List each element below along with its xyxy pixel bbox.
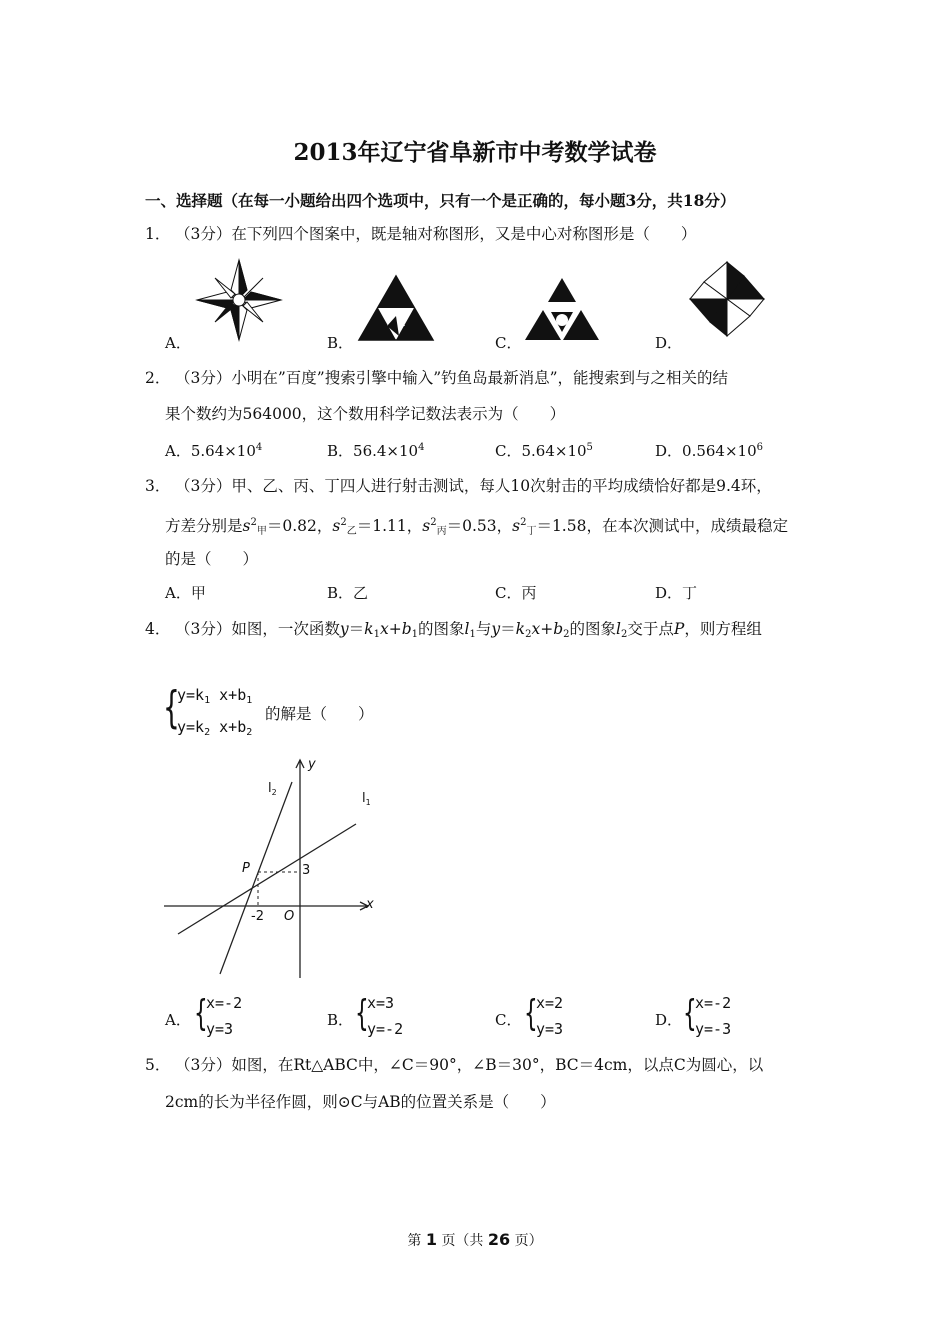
q3-line2: 方差分别是$s^2_甲=0.82$，$s^2_乙=1.11$，$s^2_丙=0.53$，$s^2_丁=1.58$，在本次测试中，成绩最稳定 — [165, 517, 788, 537]
q1-number: 1． — [145, 225, 171, 243]
q2-number: 2． — [145, 369, 171, 387]
q4-option-a: { x=-2 y=3 — [194, 993, 243, 1038]
q2-option-b: B．$56.4\times 10^4$ — [327, 442, 425, 460]
q4-number: 4． — [145, 620, 171, 638]
q5-line1: （3分）如图，在Rt△ABC中，∠C＝90°，∠B＝30°，BC＝4cm，以点C为圆心，以 — [175, 1056, 764, 1074]
q4-option-c: { x=2 y=3 — [524, 993, 564, 1038]
page-total: 26 — [487, 1230, 511, 1249]
q1-figure-a — [195, 258, 283, 342]
graph-x-label: x — [366, 897, 374, 912]
q2-line1: （3分）小明在”百度”搜索引擎中输入”钓鱼岛最新消息”，能搜索到与之相关的结 — [175, 369, 729, 387]
q1-figure-c — [523, 276, 601, 342]
graph-l2-label: $l_2$ — [268, 781, 277, 797]
q4-option-b-label: B． — [327, 1011, 354, 1029]
page-footer: 第 1 页（共 26 页） — [407, 1230, 543, 1249]
page-title: 2013年辽宁省阜新市中考数学试卷 — [293, 139, 657, 166]
q4-equation-system: { $y=k_1$ $x+b_1$ $y=k_2$ $x+b_2$ 的解是（ ） — [163, 682, 374, 738]
q3-line3: 的是（ ） — [165, 550, 259, 568]
q3-line1: （3分）甲、乙、丙、丁四人进行射击测试，每人10次射击的平均成绩恰好都是9.4环， — [175, 477, 772, 495]
q4-graph — [160, 752, 385, 982]
q4-option-c-label: C． — [495, 1011, 522, 1029]
q3-option-b: B．乙 — [327, 584, 369, 602]
q1-figure-b — [357, 274, 435, 342]
q2-line2: 果个数约为564000，这个数用科学记数法表示为（ ） — [165, 405, 566, 423]
q2-option-a: A．$5.64\times 10^4$ — [165, 442, 263, 460]
q5-line2: 2cm的长为半径作圆，则⊙C与AB的位置关系是（ ） — [165, 1093, 556, 1111]
q2-option-c: C．$5.64\times 10^5$ — [495, 442, 593, 460]
q4-option-a-label: A． — [165, 1011, 191, 1029]
graph-p-label: P — [242, 861, 250, 876]
q1-option-b: B． — [327, 334, 354, 352]
graph-tick-neg2: -2 — [251, 909, 264, 924]
q2-option-d: D．$0.564\times 10^6$ — [655, 442, 764, 460]
graph-tick-3: 3 — [302, 863, 311, 878]
q1-option-a: A． — [165, 334, 191, 352]
q3-option-d: D．丁 — [655, 584, 698, 602]
graph-y-label: y — [308, 757, 316, 772]
q4-option-b: { x=3 y=-2 — [355, 993, 404, 1038]
q3-option-a: A．甲 — [165, 584, 206, 602]
section-heading: 一、选择题（在每一小题给出四个选项中，只有一个是正确的，每小题3分，共18分） — [145, 191, 736, 210]
graph-origin-label: O — [284, 909, 295, 924]
q3-option-c: C．丙 — [495, 584, 537, 602]
q1-option-c: C． — [495, 334, 522, 352]
q3-number: 3． — [145, 477, 171, 495]
q1-option-d: D． — [655, 334, 683, 352]
q4-line1: （3分）如图，一次函数$y=k_1x+b_1$的图象$l_1$与$y=k_2x+b_2$的图象$l_2$交于点P，则方程组 — [175, 620, 762, 640]
q4-option-d-label: D． — [655, 1011, 683, 1029]
q1-text: （3分）在下列四个图案中，既是轴对称图形，又是中心对称图形是（ ） — [175, 225, 697, 243]
page-number: 1 — [425, 1230, 437, 1249]
q5-number: 5． — [145, 1056, 171, 1074]
graph-l1-label: $l_1$ — [362, 791, 371, 807]
q4-option-d: { x=-2 y=-3 — [683, 993, 732, 1038]
q1-figure-d — [684, 258, 770, 340]
